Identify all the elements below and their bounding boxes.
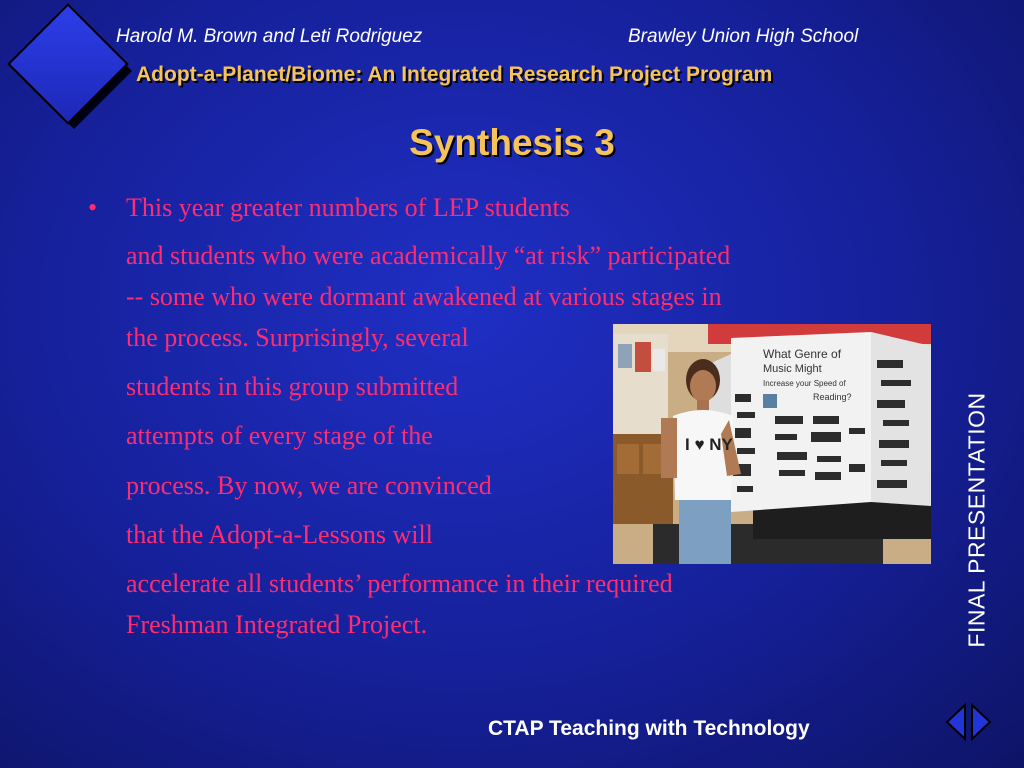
footer-text: CTAP Teaching with Technology [488, 717, 810, 740]
shirt-text: I ♥ NY [685, 435, 733, 454]
nav-previous-icon[interactable] [945, 703, 967, 741]
author-names: Harold M. Brown and Leti Rodriguez [116, 26, 423, 47]
body-line: This year greater numbers of LEP students [126, 193, 570, 222]
body-line: that the Adopt-a-Lessons will [126, 520, 433, 549]
blue-diamond-icon [7, 3, 129, 125]
body-line: -- some who were dormant awakened at various stages in [126, 282, 722, 311]
poster-line-1: What Genre of [763, 347, 842, 361]
body-line: students in this group submitted [126, 372, 459, 401]
poster-line-2: Music Might [763, 363, 822, 375]
body-line: accelerate all students’ performance in their required [126, 569, 673, 598]
body-line: process. By now, we are convinced [126, 471, 492, 500]
program-title: Adopt-a-Planet/Biome: An Integrated Research Project Program [136, 63, 773, 86]
slide-title: Synthesis 3 [409, 122, 615, 163]
body-line: the process. Surprisingly, several [126, 323, 469, 352]
final-presentation-label: FINAL PRESENTATION [963, 392, 990, 648]
body-line: and students who were academically “at risk” participated [126, 241, 731, 270]
bullet-icon: • [88, 193, 98, 222]
school-name: Brawley Union High School [628, 26, 859, 47]
body-line: Freshman Integrated Project. [126, 610, 428, 639]
nav-next-icon[interactable] [970, 703, 992, 741]
poster-line-3: Increase your Speed of [763, 379, 846, 388]
student-poster-photo [613, 324, 931, 564]
body-line: attempts of every stage of the [126, 421, 433, 450]
poster-line-4: Reading? [813, 392, 852, 402]
